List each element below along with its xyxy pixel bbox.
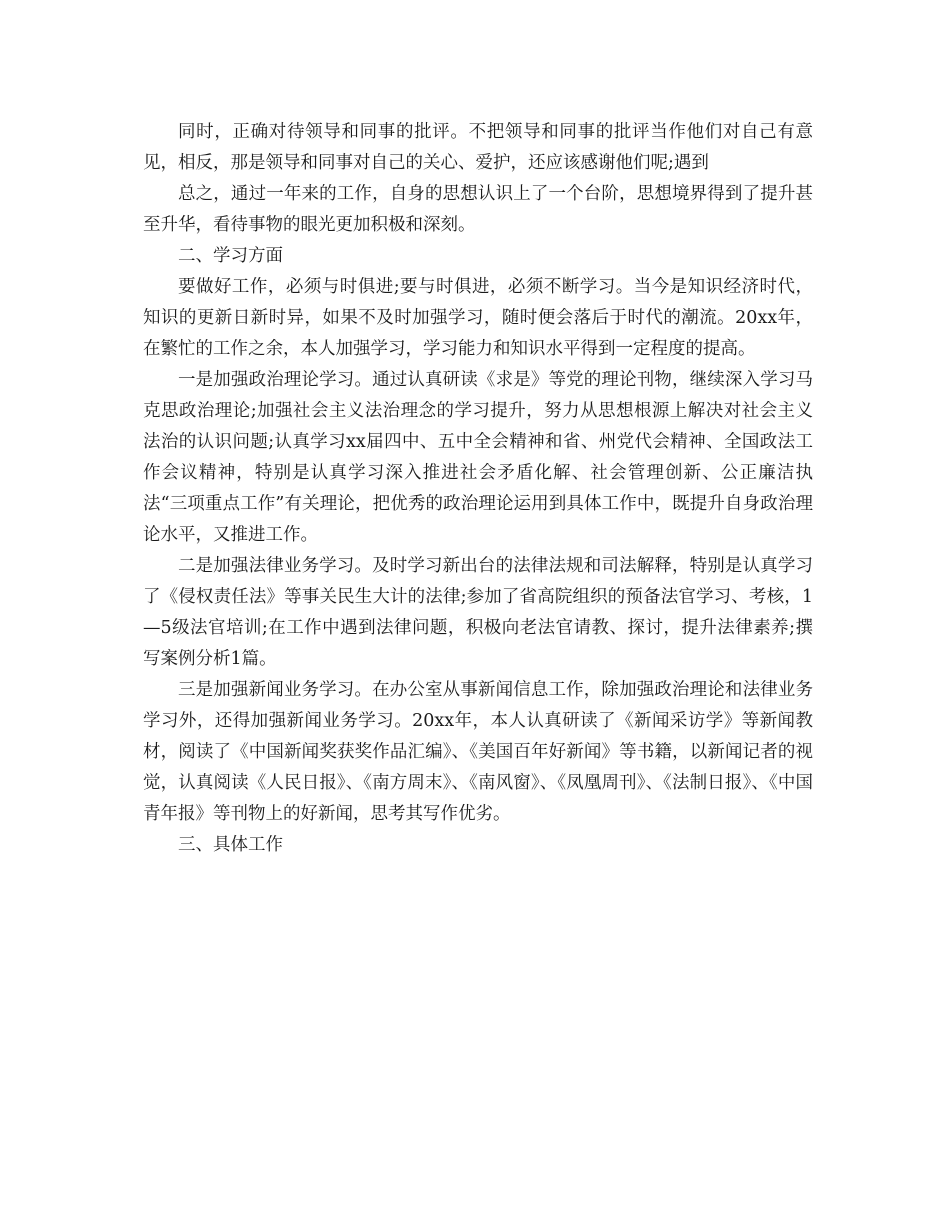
paragraph-criticism: 同时，正确对待领导和同事的批评。不把领导和同事的批评当作他们对自己有意见，相反，那是领导和同事对自己的关心、爱护，还应该感谢他们呢;遇到 bbox=[143, 122, 813, 173]
document-body bbox=[143, 117, 813, 861]
section-heading-work: 三、具体工作 bbox=[178, 835, 283, 855]
paragraph-news-study: 三是加强新闻业务学习。在办公室从事新闻信息工作，除加强政治理论和法律业务学习外，还得加强新闻业务学习。20xx年，本人认真研读了《新闻采访学》等新闻教材，阅读了《中国新闻奖获奖作品汇编》、《美国百年好新闻》等书籍，以新闻记者的视觉，认真阅读《人民日报》、《南方周末》、《南风窗》、《凤凰周刊》、《法制日报》、《中国青年报》等刊物上的好新闻，思考其写作优劣。 bbox=[143, 680, 813, 824]
paragraph-study-intro: 要做好工作，必须与时俱进;要与时俱进，必须不断学习。当今是知识经济时代，知识的更新日新时异，如果不及时加强学习，随时便会落后于时代的潮流。20xx年，在繁忙的工作之余，本人加强学习，学习能力和知识水平得到一定程度的提高。 bbox=[143, 277, 813, 359]
section-heading-study: 二、学习方面 bbox=[178, 246, 283, 266]
paragraph-summary: 总之，通过一年来的工作，自身的思想认识上了一个台阶，思想境界得到了提升甚至升华，看待事物的眼光更加积极和深刻。 bbox=[143, 184, 813, 235]
paragraph-legal-study: 二是加强法律业务学习。及时学习新出台的法律法规和司法解释，特别是认真学习了《侵权责任法》等事关民生大计的法律;参加了省高院组织的预备法官学习、考核，1—5级法官培训;在工作中遇到法律问题，积极向老法官请教、探讨，提升法律素养;撰写案例分析1篇。 bbox=[143, 556, 813, 669]
paragraph-political-theory: 一是加强政治理论学习。通过认真研读《求是》等党的理论刊物，继续深入学习马克思政治理论;加强社会主义法治理念的学习提升，努力从思想根源上解决对社会主义法治的认识问题;认真学习xx届四中、五中全会精神和省、州党代会精神、全国政法工作会议精神，特别是认真学习深入推进社会矛盾化解、社会管理创新、公正廉洁执法“三项重点工作”有关理论，把优秀的政治理论运用到具体工作中，既提升自身政治理论水平，又推进工作。 bbox=[143, 370, 813, 545]
